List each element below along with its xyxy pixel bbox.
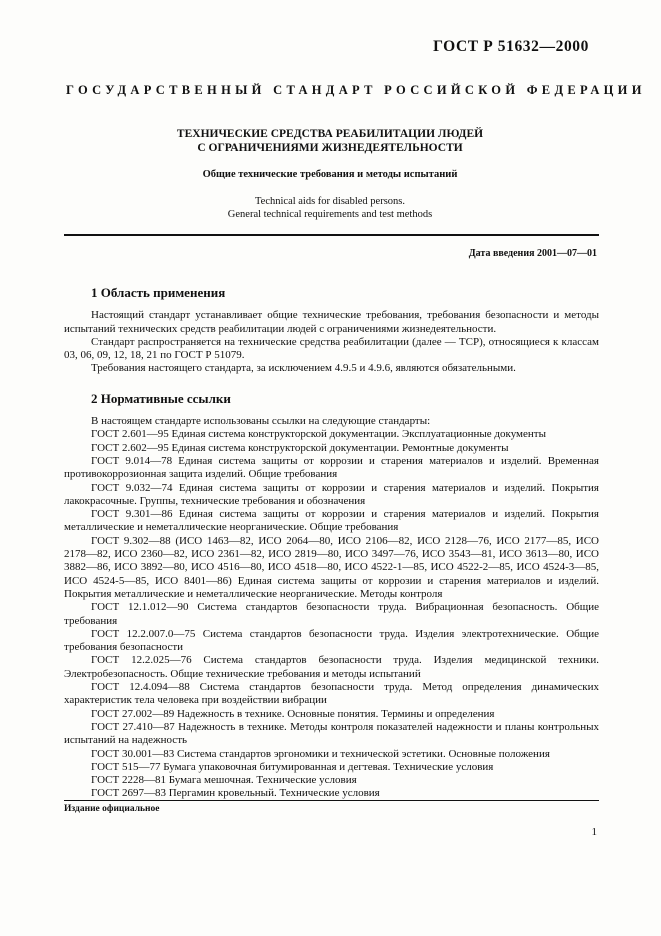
english-title bbox=[60, 195, 600, 221]
english-title-line-2: General technical requirements and test methods bbox=[227, 209, 433, 220]
reference-item: ГОСТ 2228—81 Бумага мешочная. Технические условия bbox=[91, 774, 357, 787]
introduction-date: Дата введения 2001—07—01 bbox=[468, 248, 597, 259]
paragraph: Требования настоящего стандарта, за исключением 4.9.5 и 4.9.6, являются обязательными. bbox=[91, 362, 516, 375]
reference-item: ГОСТ 9.302—88 (ИСО 1463—82, ИСО 2064—80, ИСО 2106—82, ИСО 2128—76, ИСО 2177—85, ИСО 2178—82, ИСО 2360—82, ИСО 2361—82, ИСО 2819—80, ИСО 3497—76, ИСО 3543—81, ИСО 3613—80, ИСО 3882—86, ИСО 3892—80, ИСО 4516—80, ИСО 4518—80, ИСО 4522-1—85, ИСО 4522-2—85, ИСО 4524-3—85, ИСО 4524-5—85, ИСО 8401—86) Единая система защиты от коррозии и старения материалов и изделий. Покрытия металлические и неметаллические неорганические. Методы контроля bbox=[64, 534, 599, 600]
reference-item: ГОСТ 9.014—78 Единая система защиты от коррозии и старения материалов и изделий. Временная противокоррозионная защита изделий. Общие требования bbox=[64, 454, 599, 481]
section-1-heading: 1 Область применения bbox=[91, 285, 226, 300]
footer-divider bbox=[64, 800, 599, 801]
reference-item: ГОСТ 12.1.012—90 Система стандартов безопасности труда. Вибрационная безопасность. Общие требования bbox=[64, 601, 599, 627]
document-body bbox=[64, 282, 599, 801]
paragraph: В настоящем стандарте использованы ссылки на следующие стандарты: bbox=[91, 415, 431, 428]
document-subtitle: Общие технические требования и методы испытаний bbox=[202, 169, 458, 180]
paragraph: Стандарт распространяется на технические средства реабилитации (далее — ТСР), относящиеся к классам 03, 06, 09, 12, 18, 21 по ГОСТ Р 51079. bbox=[64, 335, 599, 362]
reference-item: ГОСТ 12.2.025—76 Система стандартов безопасности труда. Изделия медицинской техники. Электробезопасность. Общие технические требования и методы испытаний bbox=[64, 654, 599, 680]
reference-item: ГОСТ 9.032—74 Единая система защиты от коррозии и старения материалов и изделий. Покрытия лакокрасочные. Группы, технические требования и обозначения bbox=[64, 481, 599, 507]
document-code: ГОСТ Р 51632—2000 bbox=[433, 38, 589, 55]
header-divider bbox=[64, 234, 599, 236]
reference-item: ГОСТ 2.601—95 Единая система конструкторской документации. Эксплуатационные документы bbox=[91, 428, 546, 441]
reference-item: ГОСТ 515—77 Бумага упаковочная битумированная и дегтевая. Технические условия bbox=[91, 760, 494, 773]
page-number: 1 bbox=[591, 826, 597, 838]
paragraph: Настоящий стандарт устанавливает общие технические требования, требования безопасности и методы испытаний технических средств реабилитации людей с ограничениями жизнедеятельности. bbox=[64, 309, 599, 335]
english-title-line-1: Technical aids for disabled persons. bbox=[254, 196, 405, 207]
reference-item: ГОСТ 2697—83 Пергамин кровельный. Технические условия bbox=[91, 787, 380, 800]
title-line-2: С ОГРАНИЧЕНИЯМИ ЖИЗНЕДЕЯТЕЛЬНОСТИ bbox=[197, 142, 463, 154]
reference-item: ГОСТ 2.602—95 Единая система конструкторской документации. Ремонтные документы bbox=[91, 441, 509, 454]
section-2-heading: 2 Нормативные ссылки bbox=[91, 390, 231, 406]
reference-item: ГОСТ 30.001—83 Система стандартов эргономики и технической эстетики. Основные положения bbox=[91, 747, 550, 760]
edition-label: Издание официальное bbox=[64, 804, 160, 814]
reference-item: ГОСТ 9.301—86 Единая система защиты от коррозии и старения материалов и изделий. Покрытия металлические и неметаллические неорганические. Общие требования bbox=[64, 508, 599, 534]
reference-item: ГОСТ 12.4.094—88 Система стандартов безопасности труда. Метод определения динамических характеристик тела человека при воздействии вибрации bbox=[64, 681, 599, 707]
state-standard-banner: ГОСУДАРСТВЕННЫЙ СТАНДАРТ РОССИЙСКОЙ ФЕДЕРАЦИИ bbox=[66, 83, 646, 97]
document-title bbox=[60, 127, 600, 155]
title-line-1: ТЕХНИЧЕСКИЕ СРЕДСТВА РЕАБИЛИТАЦИИ ЛЮДЕЙ bbox=[176, 128, 484, 140]
reference-item: ГОСТ 12.2.007.0—75 Система стандартов безопасности труда. Изделия электротехнические. Общие требования безопасности bbox=[64, 627, 599, 654]
reference-item: ГОСТ 27.410—87 Надежность в технике. Методы контроля показателей надежности и планы контрольных испытаний на надежность bbox=[64, 720, 599, 747]
reference-item: ГОСТ 27.002—89 Надежность в технике. Основные понятия. Термины и определения bbox=[91, 707, 495, 720]
